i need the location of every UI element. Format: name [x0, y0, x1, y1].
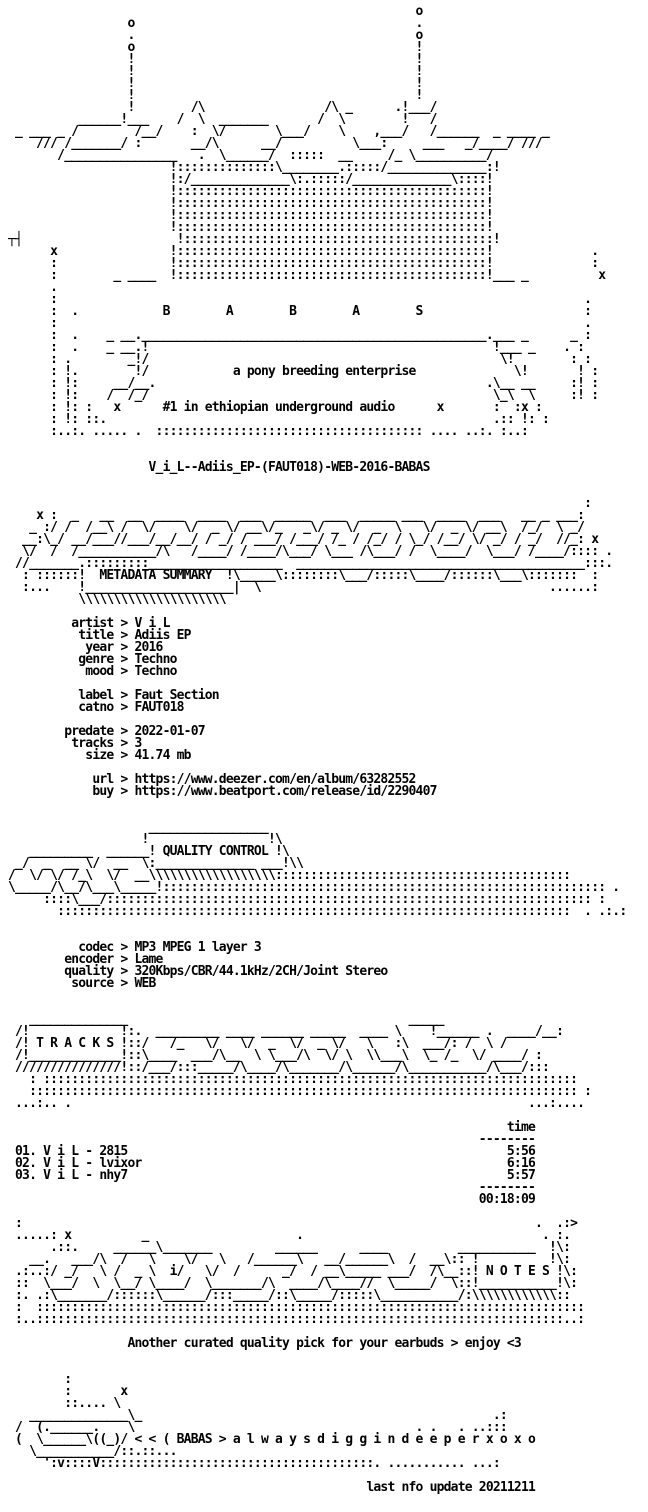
- notes-banner-line: :. .:\_______/::::::\______/:::_____/::\_____/:::::\___________/:\\\\\\\\\\\\::: [8, 1288, 571, 1303]
- logo-line: o .: [8, 16, 423, 31]
- logo-line: : . _ __.! !___ _ . :: [8, 340, 585, 355]
- metadata-row: size > 41.74 mb: [8, 748, 191, 763]
- footer-art-line: ______________\_ .:: [8, 1408, 507, 1423]
- logo-line: x !::::::::::::::::::::::::::::::::::::::::::::! .: [8, 244, 599, 259]
- tracks-banner-line: /! T R A C K S !::/ /_ \/ \/ _ \/ _ \/ \ :\ ___/: / \ /: [8, 1036, 507, 1051]
- logo-line: ! !: [8, 76, 423, 91]
- metadata-row: tracks > 3: [8, 736, 142, 751]
- notes-banner-line: .:..:/ _/ \ / _ \ i/ \/ / _/ / __\_____ ___/ /\__::! N O T E S !\:: [8, 1264, 578, 1279]
- logo-line: : .: [8, 316, 592, 331]
- metadata-banner-line: _ :/ / /__\ / \/ \/ _ \/ __\/_ _\/ _ \/ _ \ \/ _ \/ __\ /_/ \ _/: [8, 520, 585, 535]
- tracks-banner-line: :::::::::::::::::::::::::::::::::::::::::::::::::::::::::::::::::::::::::::::: :: [8, 1084, 592, 1099]
- logo-line: : . B A B A S :: [8, 304, 592, 319]
- metadata-banner-line: __:\_/ __/___//___/__/__/ / _/ / ___/ /___/ /_ / /_/ / \_/ /__/ \/ _/ / _/ //_: x: [8, 532, 599, 547]
- metadata-row: year > 2016: [8, 640, 163, 655]
- logo-line: : . _ __._________________________________________________.___ _ _ :: [8, 328, 592, 343]
- logo-line: !::::::::::::::::::::::::::::::::::::::::::::!: [8, 208, 493, 223]
- metadata-banner-line: :: [8, 496, 592, 511]
- logo-line: ! !: [8, 52, 423, 67]
- metadata-banner-line: \/ / /___________/\ /____/ /____/\___/ \___ /\___/ / \____/ \___/ /____/:::: .: [8, 544, 613, 559]
- notes-banner-line: : ::::::::::::::::::::::::::::::::::::::::::::::::::::::::::::::::::::::::::::::: [8, 1300, 585, 1315]
- logo-line: : _ ____ !::::::::::::::::::::::::::::::::::::::::::::!___ _ x: [8, 268, 606, 283]
- logo-line: !:/______________\:.:::::/______________\::::!: [8, 172, 493, 187]
- metadata-row: mood > Techno: [8, 664, 177, 679]
- quality-row: quality > 320Kbps/CBR/44.1kHz/2CH/Joint Stereo: [8, 964, 388, 979]
- logo-line: ! !: [8, 88, 423, 103]
- blank-line: [8, 474, 640, 486]
- blank-line: [8, 1362, 640, 1374]
- tracks-banner-line: /! !:. _________ ____ ______ _____ ____ \ !______ . ____/__:: [8, 1024, 564, 1039]
- metadata-row: label > Faut Section: [8, 688, 219, 703]
- nfo-update: last nfo update 20211211: [8, 1480, 536, 1495]
- logo-line: !::::::::::::::::::::::::::::::::::::::::::::!: [8, 184, 493, 199]
- total-time: 00:18:09: [8, 1192, 536, 1207]
- quality-banner-line: ::::::::::::::::::::::::::::::::::::::::::::::::::::::::::::::::::::::::: . .:.:: [8, 904, 627, 919]
- quality-banner-line: _________ ______! QUALITY CONTROL !\: [8, 844, 290, 859]
- quality-row: codec > MP3 MPEG 1 layer 3: [8, 940, 261, 955]
- footer-art-line: ::.... \: [8, 1396, 121, 1411]
- logo-line: .: [8, 280, 58, 295]
- quality-row: source > WEB: [8, 976, 156, 991]
- quality-banner-line: \_____/\__/\___\_____!::::::::::::::::::::::::::::::::::::::::::::::::::::::::::::::: .: [8, 880, 620, 895]
- logo-line: _ ___ _ / /__/ : \/ \___/ \ ,___/ /______ _ ____ _: [8, 124, 550, 139]
- metadata-row: predate > 2022-01-07: [8, 724, 205, 739]
- metadata-banner-line: x : _ __ __ ____ ____ ___ _____ ___ _____ ___ ____ ___ __ _ ___:: [8, 508, 585, 523]
- quality-banner-line: _________________: [8, 820, 268, 835]
- footer-art-line: \___________/::.::...: [8, 1444, 177, 1459]
- footer-art-line: : x: [8, 1384, 128, 1399]
- metadata-row: catno > FAUT018: [8, 700, 184, 715]
- logo-line: : .: [8, 292, 592, 307]
- metadata-banner-line: \\\\\\\\\\\\\\\\\\\\\: [8, 592, 226, 607]
- logo-line: o: [8, 6, 423, 19]
- logo-line: ! !: [8, 64, 423, 79]
- logo-line: o !: [8, 40, 423, 55]
- divider-line: --------: [8, 1132, 536, 1147]
- logo-line: ┬┤ !::::::::::::::::::::::::::::::::::::::::::::!: [8, 232, 500, 247]
- metadata-banner-line: : ::::::! METADATA SUMMARY !\_____\::::::::\___/:::::\____/::::::\___\::::::: :: [8, 568, 599, 583]
- notes-banner-line: : . .:>: [8, 1216, 578, 1231]
- quality-banner-line: _/ _ __ \/ __ \:______________ ___!\\: [8, 856, 304, 871]
- logo-line: : !: / /_/ \_\ \ :! :: [8, 388, 599, 403]
- logo-line: ______!___ / \ _______ / \ ! /: [8, 112, 437, 127]
- quality-banner-line: ! !\: [8, 832, 283, 847]
- metadata-banner-line: //_______.:::::::::___________________ _________________________________________:::.: [8, 556, 613, 571]
- logo-line: : . _!/ \! : :: [8, 352, 592, 367]
- logo-line: ! /\ /\ _ .!___/: [8, 100, 437, 115]
- track-row: 02. V i L - lvixor 6:16: [8, 1156, 536, 1171]
- metadata-row: url > https://www.deezer.com/en/album/63282552: [8, 772, 416, 787]
- notes-text: Another curated quality pick for your earbuds > enjoy <3: [8, 1336, 521, 1351]
- notes-banner-line: :..:::::::::::::::::::::::::::::::::::::::::::::::::::::::::::::::::::::::::::..:: [8, 1312, 585, 1327]
- metadata-row: genre > Techno: [8, 652, 177, 667]
- notes-banner-line: .....: x _ . . :.: [8, 1228, 571, 1243]
- logo-line: : !: __/__. .\__ __ :! :: [8, 376, 599, 391]
- nfo-document: [8, 6, 640, 1506]
- tracks-banner-line: ///////////////!::/___/:::_____/\____/\_______/\______/\___________/\___/:::: [8, 1060, 550, 1075]
- footer-art-line: ':v::::V:::::::::::::::::::::::::::::::::::::::. ........... ...:: [8, 1456, 500, 1471]
- track-row: 03. V i L - nhy7 5:57: [8, 1168, 536, 1183]
- footer-art-line: ( \______\((_)/ < < ( BABAS > a l w a y s d i g g i n d e e p e r x o x o: [8, 1432, 536, 1447]
- blank-line: [8, 918, 640, 930]
- divider-line: --------: [8, 1180, 536, 1195]
- logo-line: /________________ . \______/ ::::: __ /_ \__________/: [8, 148, 493, 163]
- blank-line: [8, 438, 640, 450]
- logo-line: !::::::::::::::\________.:::::/______________:!: [8, 160, 500, 175]
- footer-art-line: :: [8, 1372, 72, 1387]
- logo-line: : !: : x #1 in ethiopian underground audio x : :x :: [8, 400, 543, 415]
- quality-banner-line: / \/ \/ /_\ \/ __\\\\\\\\\\\\\\\\\\::::::::::::::::::::::::::::::::::::::::::: [8, 868, 571, 883]
- logo-line: : !: ::. .:: !: :: [8, 412, 550, 427]
- footer-art-line: / (.______. \ . . . ..:::: [8, 1420, 507, 1435]
- quality-banner-line: ::::\___/::::::::::::::::::::::::::::::::::::::::::::::::::::::::::::::::::::: :: [8, 892, 606, 907]
- tracks-banner-line: ______________ _____: [8, 1012, 444, 1027]
- logo-line: /// /_______/ : __/\ __/ \___: ___ _/____/ ///: [8, 136, 543, 151]
- logo-line: :..:. ..... . :::::::::::::::::::::::::::::::::::::: .... ..:. :..:: [8, 424, 528, 439]
- blank-line: [8, 1350, 640, 1362]
- release-name: V_i_L--Adiis_EP-(FAUT018)-WEB-2016-BABAS: [8, 460, 430, 475]
- time-header: time: [8, 1120, 536, 1135]
- logo-line: !::::::::::::::::::::::::::::::::::::::::::::!: [8, 220, 493, 235]
- logo-line: . o: [8, 28, 423, 43]
- metadata-row: title > Adiis EP: [8, 628, 191, 643]
- logo-line: : !::::::::::::::::::::::::::::::::::::::::::::! :: [8, 256, 599, 271]
- blank-line: [8, 990, 640, 1002]
- blank-line: [8, 798, 640, 810]
- notes-banner-line: :: \___/ \ \__/ \____/ \_______/\ ____/\____// \_____/ \::!___________!\:: [8, 1276, 578, 1291]
- logo-line: : !. !/ a pony breeding enterprise \! ! :: [8, 364, 599, 379]
- track-row: 01. V i L - 2815 5:56: [8, 1144, 536, 1159]
- metadata-row: artist > V i L: [8, 616, 170, 631]
- notes-banner-line: __. ___/\ / \ \/ \ /______\ __/______\ / __\:: ! !\:: [8, 1252, 571, 1267]
- quality-row: encoder > Lame: [8, 952, 163, 967]
- metadata-banner-line: :... !_____________________| \ ......:: [8, 580, 599, 595]
- notes-banner-line: .::. ______\_______ ______ ____ ___________ !\:: [8, 1240, 571, 1255]
- tracks-banner-line: ...:.. . ...:....: [8, 1096, 585, 1111]
- logo-line: !::::::::::::::::::::::::::::::::::::::::::::!: [8, 196, 493, 211]
- tracks-banner-line: /!_____________!::\____ ___/\__ \ \___/\ \/ \ \\___\ \_ /_ \/ ____/ :: [8, 1048, 543, 1063]
- tracks-banner-line: : ::::::::::::::::::::::::::::::::::::::::::::::::::::::::::::::::::::::::::::: [8, 1072, 578, 1087]
- metadata-row: buy > https://www.beatport.com/release/id/2290407: [8, 784, 437, 799]
